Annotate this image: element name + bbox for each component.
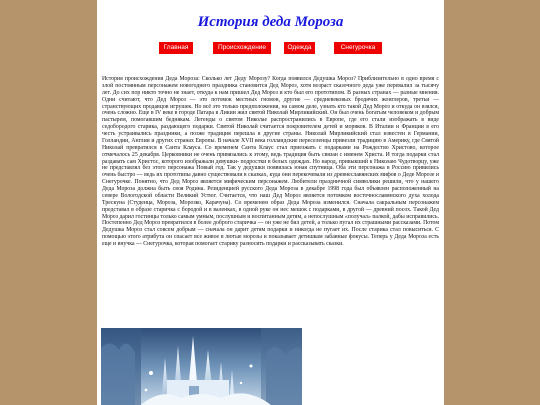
nav-clothing-button[interactable]: Одежда — [284, 42, 315, 54]
page-container — [97, 0, 444, 405]
winter-palace-image — [101, 328, 302, 405]
article-text — [102, 76, 439, 248]
page-title: История деда Мороза — [197, 14, 344, 30]
nav-origin-button[interactable]: Происхождение — [213, 42, 271, 54]
nav-snow-maiden-button[interactable]: Снегурочка — [334, 42, 382, 54]
article-paragraph: История происхождения Деда Мороза: Сколько лет Деду Морозу? Когда появился Дедушка Мороз? Приблизительно в одно время с злой постоянным персонажем новогоднего праздника становится Дед Мороз, хотя возраст сказочного деда уже перевалил за тысячу лет. До сих пор никто точно не знает, откуда к нам пришел Дед Мороз и кто был его прототипом. В разных странах — разные мнения. Одни считают, что Дед Мороз — это потомок местных гномов, другие — средневековых бродячих жонглеров, третьи — странствующих продавцов игрушек. Но всё это только предположения, на самом деле, узнать кто такой Дед Мороз и откуда он взялся, очень сложно. Еще в IV веке в городе Патара в Ликии жил святой Николай Мирликийский. Он был очень богатым человеком и добрым пастырем, помогавшим беднякам. Легенды о святом Николае распространились в Европе, где его стали изображать в виде седобородого старика, раздающего подарки. Святой Николай считается покровителем детей и моряков. В Италии и Франции в его честь устраивались праздники, а позже традиция перешла в другие страны. Николай Мирликийский стал известен в Германии, Голландии, Англии и других странах Европы. В начале XVII века голландские переселенцы привезли традицию в Америку, где Святой Николай превратился в Санта Клауса. Со временем Санта Клаус стал приезжать с подарками на Рождество Христово, которое отмечалось 25 декабря. Церковники не очень привязались к этому, ведь традиция быть связан с именем Христа. И тогда подарки стал раздавать сам Христос, которого изображали девушки- подростки в белых одеждах. Но народ, привыкший к Николаю Чудотворцу, уже не представлял без этого персонажа Новый год. Так у дедушки появилась юная спутница. Оба эти персонажа в Россию привились очень быстро — ведь их прототипы давно существовали в сказках, куда они перекочевали из древнеславянских мифов о Деде Морозе и Снегурочке. Понятно, что Дед Мороз является мифическим персонажем. Любители праздничной символики решили, что у нашего Деда Мороза должна быть своя Родина. Резиденцией русского Деда Мороза в декабре 1998 года был объявлен расположенный на севере Вологодской области Великий Устюг. Считается, что наш Дед Мороз является потомком восточнославянского духа холода Трескуна (Студенца, Мороза, Морозко, Карачуна). Со временем образ Деда Мороза изменился. Сначала сакральным персонажем представал в образе старичка с бородой и в валенках, в одной руке он нес мешок с подарками, в другой — древний посох. Такой Дед Мороз дарил гостинцы только самым умным, послушным и воспитанным детям, а непослушным «получал» палкой, дабы исправились. Постепенно Дед Мороз превратился в более доброго старичка — он уже не бил детей, а только пугал их страшными рассказами. Потом Дедушка Мороз стал совсем добрым — сначала он дарит детям подарки и никогда не пугает их. После старика стал повыситься. С помощью этого атрибута он спасает все живое в лютые морозы и показывает детишкам забавные фокусы. Теперь у Деда Мороза есть еще и внучка — Снегурочка, которая помогает старику разносить подарки и рассказывать сказки. — [102, 76, 439, 247]
fairy-tale-illustration — [101, 328, 302, 405]
main-nav — [97, 42, 444, 54]
nav-home-button[interactable]: Главная — [159, 42, 193, 54]
